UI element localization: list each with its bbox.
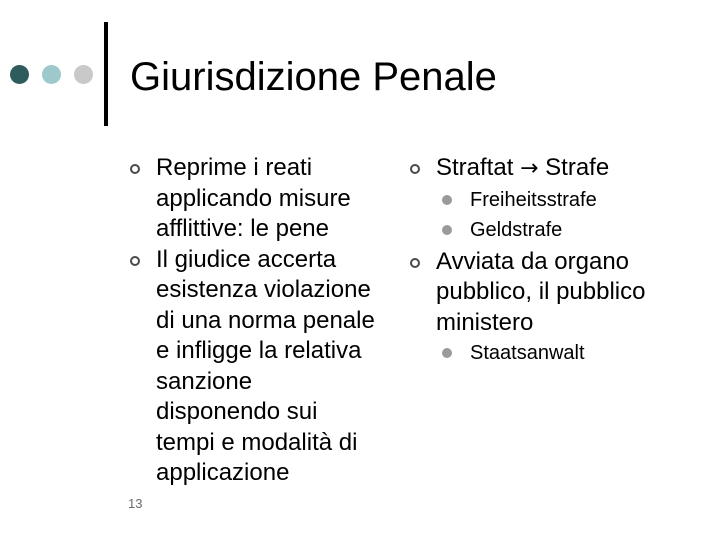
ring-bullet-icon [130, 164, 140, 174]
slide-title: Giurisdizione Penale [130, 55, 497, 99]
sub-bullet-text: Staatsanwalt [470, 342, 585, 364]
slide-number: 13 [128, 496, 143, 511]
bullet-text: Reprime i reati applicando misure afflittive: le pene [156, 154, 351, 242]
bullet-item [130, 153, 380, 245]
title-divider [104, 22, 108, 126]
bullet-text-start: Straftat [436, 154, 514, 181]
dot-dark-icon [10, 65, 29, 84]
sub-bullet-item [438, 215, 710, 245]
dot-bullet-icon [442, 225, 452, 235]
sub-bullet-text: Freiheitsstrafe [470, 188, 597, 211]
decorative-dots [10, 65, 100, 85]
sub-bullet-item [438, 338, 710, 368]
sub-bullet-item [438, 185, 710, 215]
bullet-item [130, 245, 380, 489]
sub-bullet-text: Geldstrafe [470, 218, 563, 241]
bullet-text-end: Strafe [545, 154, 610, 181]
ring-bullet-icon [410, 258, 420, 268]
dot-bullet-icon [442, 348, 452, 358]
ring-bullet-icon [130, 256, 140, 266]
dot-grey-icon [74, 65, 93, 84]
bullet-item [410, 153, 710, 185]
bullet-text: Il giudice accerta esistenza violazione di una norma penale e infligge la relativa sanzione disponendo sui tempi e modalità di applicazione [156, 245, 375, 486]
right-column [410, 153, 710, 368]
ring-bullet-icon [410, 164, 420, 174]
dot-bullet-icon [442, 195, 452, 205]
dot-teal-icon [42, 65, 61, 84]
left-column [130, 153, 380, 489]
bullet-item [410, 247, 710, 339]
bullet-text: Avviata da organo pubblico, il pubblico ministero [436, 247, 646, 336]
arrow-right-icon: → [520, 156, 539, 181]
